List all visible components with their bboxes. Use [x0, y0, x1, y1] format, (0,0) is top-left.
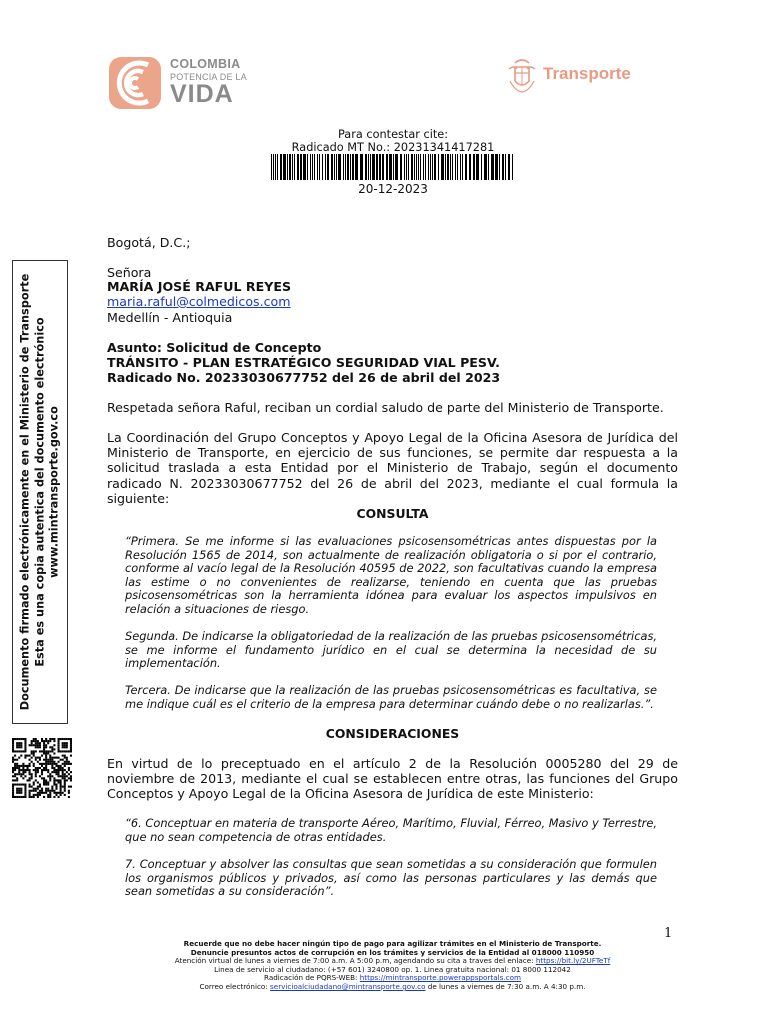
footer-service-line: Linea de servicio al ciudadano: (+57 601) 3240800 op. 1. Linea gratuita nacional: 01 8000 112042 [214, 964, 571, 974]
footer-appointment-link[interactable]: https://bit.ly/2UFTeTf [535, 956, 611, 966]
logo-line-2: POTENCIA DE LA [170, 72, 247, 82]
cite-label: Para contestar cite: [337, 128, 449, 141]
consideraciones-paragraph: En virtud de lo preceptuado en el artículo 2 de la Resolución 0005280 del 29 de noviembre de 2013, mediante el cual se establecen entre otras, las funciones del Grupo Conceptos y Apoyo Legal de la Oficina Asesora de Jurídica de este Ministerio: [107, 756, 678, 802]
ministry-brand-name: Transporte [543, 64, 631, 83]
footer-corruption-notice: Denuncie presuntos actos de corrupción en los trámites y servicios de la Entidad al 018000 110950 [190, 947, 595, 957]
signature-line-1: Documento firmado electrónicamente en el Ministerio de Transporte [18, 273, 32, 711]
subject-line-2: TRÁNSITO - PLAN ESTRATÉGICO SEGURIDAD VIAL PESV. [107, 355, 500, 370]
qr-code-icon [12, 738, 72, 798]
subject-line-3: Radicado No. 20233030677752 del 26 de abril del 2023 [107, 370, 501, 385]
logo-line-1: COLOMBIA [170, 57, 241, 71]
electronic-signature-box [12, 260, 68, 724]
letter-city: Bogotá, D.C.; [107, 235, 191, 250]
transporte-logo [505, 55, 645, 95]
subject-line-1: Asunto: Solicitud de Concepto [107, 340, 322, 355]
colombia-logo-icon [108, 55, 166, 111]
footer-email: Correo electrónico: servicioalciudadano@mintransporte.gov.co de lunes a viernes de 7:30 a.m. A 4:30 p.m. [199, 981, 586, 991]
cite-radicado-number: Radicado MT No.: 20231341417281 [291, 141, 495, 154]
recipient-city: Medellín - Antioquia [107, 310, 233, 325]
consideraciones-quote-2: 7. Conceptuar y absolver las consultas que sean sometidas a su consideración que formulen los organismos públicos y privados, así como las personas particulares y las demás que sean sometidas a su consideración”. [125, 857, 657, 899]
footer-pqrs: Radicación de PQRS-WEB: https://mintransporte.powerappsportals.com [264, 973, 521, 983]
consideraciones-heading: CONSIDERACIONES [325, 726, 460, 741]
coat-of-arms-icon [505, 55, 539, 95]
greeting-paragraph: Respetada señora Raful, reciban un cordial saludo de parte del Ministerio de Transporte. [107, 400, 664, 415]
recipient-email-link[interactable]: maria.raful@colmedicos.com [107, 294, 291, 309]
cite-date: 20-12-2023 [358, 182, 428, 196]
consulta-question-2: Segunda. De indicarse la obligatoriedad de la realización de las pruebas psicosensométricas, se me informe el fundamento jurídico en el cual se determina la necesidad de su implementación. [125, 629, 658, 671]
page-number: 1 [664, 926, 673, 941]
barcode-image [271, 154, 513, 180]
salutation-title: Señora [107, 265, 152, 280]
consulta-question-3: Tercera. De indicarse que la realización de las pruebas psicosensométricas es facultativa, se me indique cuál es el criterio de la empresa para determinar cuándo debe o no realizarlas.”. [125, 683, 657, 711]
signature-line-3: www.mintransporte.gov.co [47, 406, 61, 578]
footer [100, 940, 685, 992]
logo-line-3: VIDA [170, 80, 234, 108]
footer-email-link[interactable]: servicioalciudadano@mintransporte.gov.co [270, 981, 426, 991]
footer-virtual-attention: Atención virtual de lunes a viernes de 7:00 a.m. A 5:00 p.m, agendando su cita a traves del enlace: https://bit.ly/2UFTeTf [174, 956, 611, 966]
recipient-name: MARÍA JOSÉ RAFUL REYES [107, 279, 292, 294]
consulta-heading: CONSULTA [356, 506, 429, 521]
consideraciones-quote-1: “6. Conceptuar en materia de transporte Aéreo, Marítimo, Fluvial, Férreo, Masivo y Terrestre, que no sean competencia de otras entidades. [125, 816, 657, 844]
footer-payment-notice: Recuerde que no debe hacer ningún tipo de pago para agilizar trámites en el Ministerio de Transporte. [183, 939, 602, 948]
signature-line-2: Esta es una copia autentica del documento electrónico [32, 317, 46, 667]
consulta-question-1: “Primera. Se me informe si las evaluaciones psicosensométricas antes dispuestas por la Resolución 1565 de 2014, son actualmente de realización obligatoria o si por el contrario, conforme al vacío legal de la Resolución 40595 de 2022, son facultativas cuando la empresa las estime o no convenientes de realizarse, teniendo en cuenta que las pruebas psicosensométricas son la herramienta idónea para evaluar los aspectos impulsivos en relación a situaciones de riesgo. [125, 534, 657, 616]
intro-paragraph: La Coordinación del Grupo Conceptos y Apoyo Legal de la Oficina Asesora de Jurídica del Ministerio de Transporte, en ejercicio de sus funciones, se permite dar respuesta a la solicitud traslada a esta Entidad por el Ministerio de Trabajo, según el documento radicado N. 20233030677752 del 26 de abril del 2023, mediante el cual formula la siguiente: [107, 430, 678, 506]
colombia-potencia-de-la-vida-logo [108, 55, 258, 111]
footer-pqrs-link[interactable]: https://mintransporte.powerappsportals.com [359, 973, 521, 983]
